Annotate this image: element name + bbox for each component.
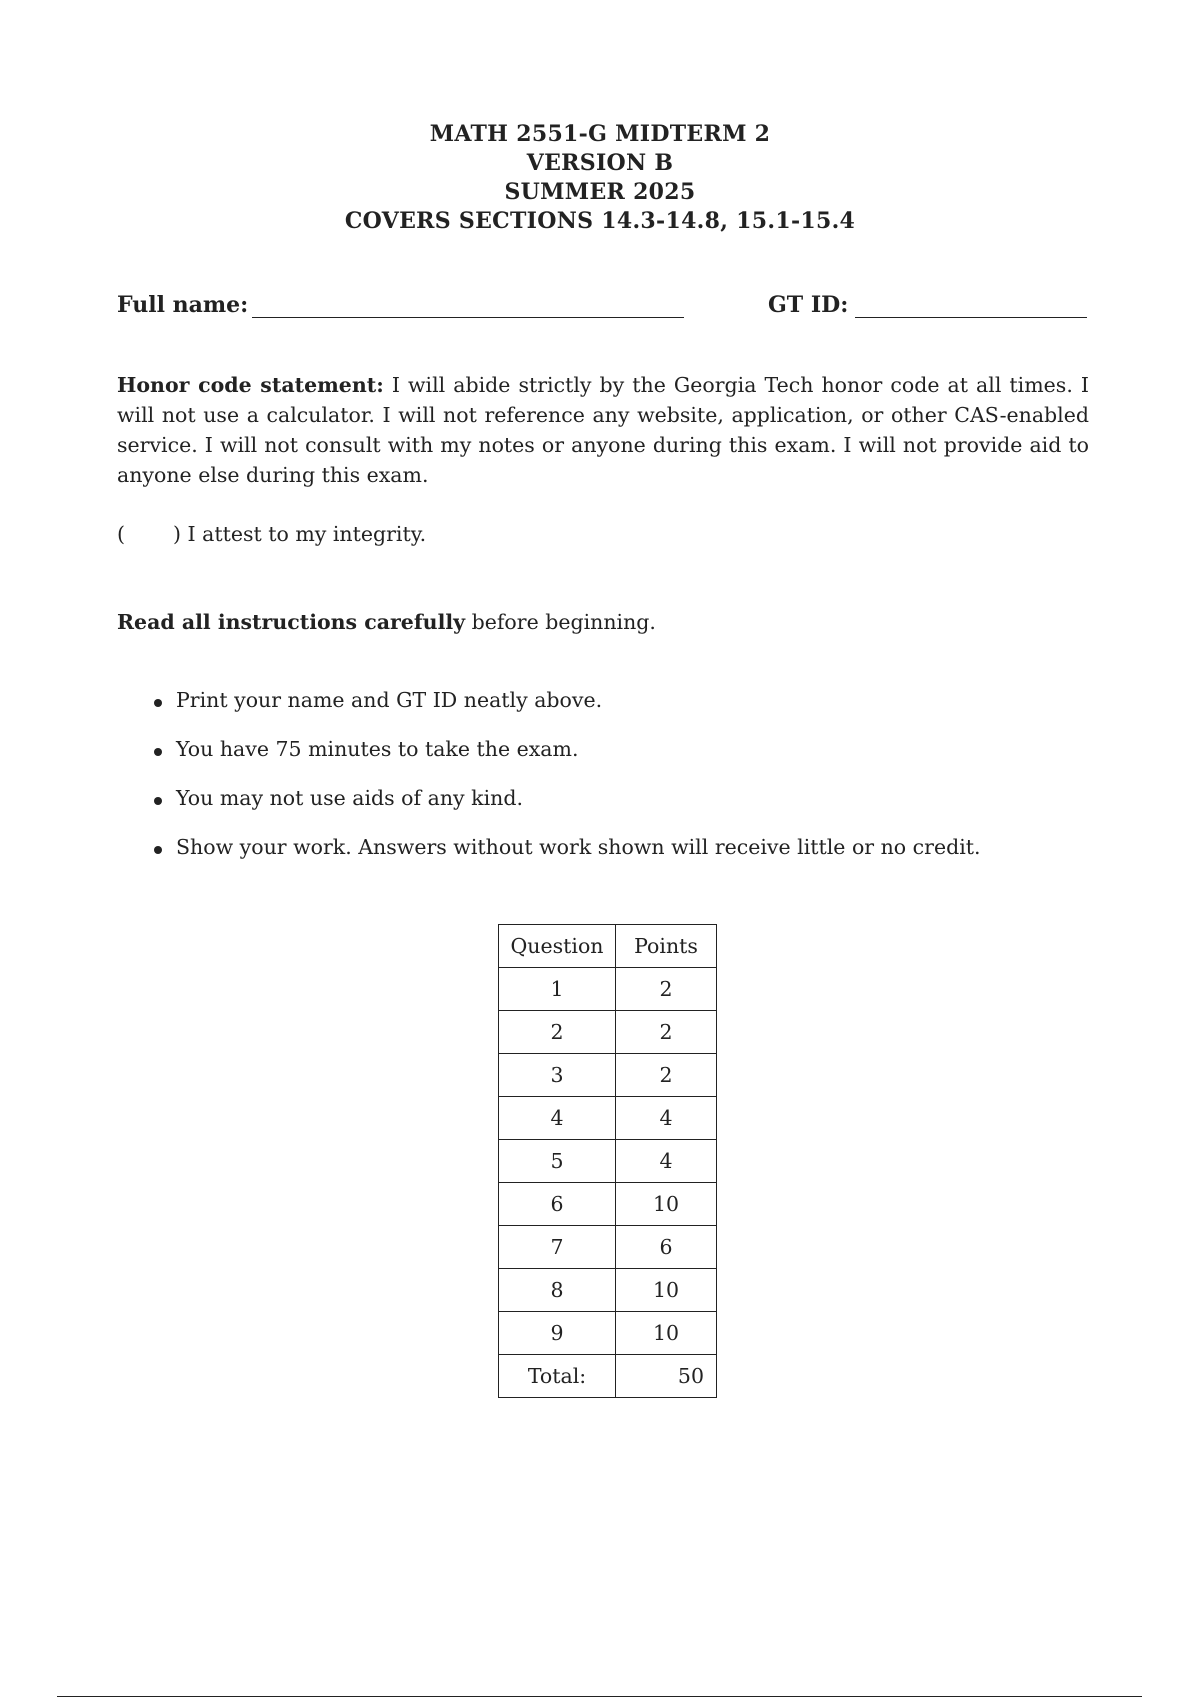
list-item <box>150 737 981 786</box>
attest-checkbox[interactable] <box>117 522 173 546</box>
question-number: 2 <box>499 1011 616 1054</box>
question-column-header: Question <box>499 925 616 968</box>
total-points: 50 <box>616 1355 717 1398</box>
table-row <box>499 1140 717 1183</box>
question-points: 4 <box>616 1140 717 1183</box>
table-row <box>499 968 717 1011</box>
question-points: 10 <box>616 1312 717 1355</box>
question-number: 4 <box>499 1097 616 1140</box>
version-title: VERSION B <box>526 150 674 176</box>
table-row <box>499 1312 717 1355</box>
gt-id-label: GT ID: <box>768 292 849 318</box>
instructions-intro <box>117 610 656 634</box>
integrity-attestation <box>117 522 426 546</box>
points-table <box>498 924 717 1398</box>
table-row <box>499 1269 717 1312</box>
instruction-text: Show your work. Answers without work shown will receive little or no credit. <box>176 835 981 859</box>
full-name-blank[interactable] <box>252 317 684 318</box>
list-item <box>150 786 981 835</box>
bullet-icon <box>154 797 162 805</box>
instructions-list <box>150 688 981 884</box>
bullet-icon <box>154 699 162 707</box>
instruction-text: Print your name and GT ID neatly above. <box>176 688 603 712</box>
footer-divider <box>57 1696 1142 1697</box>
term-title: SUMMER 2025 <box>504 179 696 205</box>
question-number: 7 <box>499 1226 616 1269</box>
list-item <box>150 688 981 737</box>
table-row <box>499 1011 717 1054</box>
attest-open-paren: ( <box>117 522 125 546</box>
bullet-icon <box>154 748 162 756</box>
table-header-row <box>499 925 717 968</box>
instruction-text: You may not use aids of any kind. <box>176 786 523 810</box>
student-info-row <box>117 292 1087 326</box>
question-number: 6 <box>499 1183 616 1226</box>
exam-title-block <box>0 120 1200 236</box>
question-number: 5 <box>499 1140 616 1183</box>
question-points: 10 <box>616 1269 717 1312</box>
table-row <box>499 1183 717 1226</box>
question-number: 9 <box>499 1312 616 1355</box>
list-item <box>150 835 981 884</box>
course-title: MATH 2551-G MIDTERM 2 <box>429 121 771 147</box>
question-number: 8 <box>499 1269 616 1312</box>
bullet-icon <box>154 846 162 854</box>
instruction-text: You have 75 minutes to take the exam. <box>176 737 579 761</box>
full-name-label: Full name: <box>117 292 249 318</box>
attest-text: ) I attest to my integrity. <box>173 522 427 546</box>
total-label: Total: <box>499 1355 616 1398</box>
honor-code-text: I will abide strictly by the Georgia Tech honor code at all times. I will not use a calculator. I will not reference any website, application, or other CAS-enabled service. I will not consult with my notes or anyone during this exam. I will not provide aid to anyone else during this exam. <box>117 373 1089 487</box>
question-points: 2 <box>616 968 717 1011</box>
question-number: 1 <box>499 968 616 1011</box>
table-row <box>499 1097 717 1140</box>
question-number: 3 <box>499 1054 616 1097</box>
question-points: 4 <box>616 1097 717 1140</box>
instructions-rest: before beginning. <box>465 610 656 634</box>
instructions-bold: Read all instructions carefully <box>117 610 466 634</box>
honor-code-statement <box>117 370 1089 490</box>
table-row <box>499 1054 717 1097</box>
question-points: 6 <box>616 1226 717 1269</box>
honor-code-label: Honor code statement: <box>117 373 384 397</box>
gt-id-blank[interactable] <box>855 317 1087 318</box>
table-row <box>499 1226 717 1269</box>
table-total-row <box>499 1355 717 1398</box>
question-points: 2 <box>616 1011 717 1054</box>
question-points: 2 <box>616 1054 717 1097</box>
points-column-header: Points <box>616 925 717 968</box>
sections-title: COVERS SECTIONS 14.3-14.8, 15.1-15.4 <box>344 208 856 234</box>
question-points: 10 <box>616 1183 717 1226</box>
